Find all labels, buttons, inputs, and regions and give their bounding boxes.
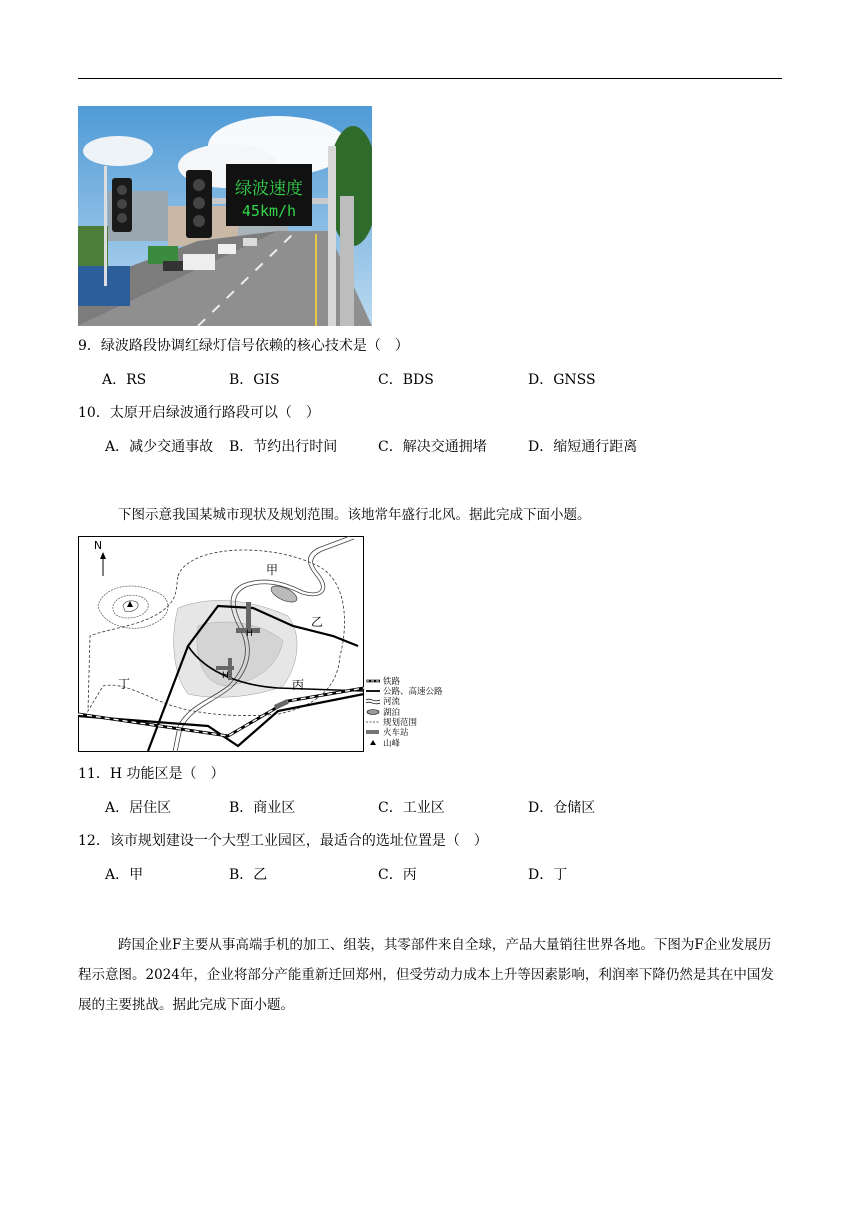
north-label: N <box>93 539 103 552</box>
map-label-yi: 乙 <box>311 615 324 629</box>
legend-railway: 铁路 <box>383 677 401 687</box>
legend-peak: 山峰 <box>383 739 401 749</box>
header-rule <box>78 78 782 79</box>
map-intro-text: 下图示意我国某城市现状及规划范围。该地常年盛行北风。据此完成下面小题。 <box>118 507 591 523</box>
q12-option-b: B．乙 <box>229 867 268 883</box>
q10-option-d: D．缩短通行距离 <box>528 439 638 455</box>
map-label-jia: 甲 <box>266 563 279 577</box>
question-11: 11．H 功能区是（ ） <box>78 766 225 782</box>
legend-river: 河流 <box>383 697 401 707</box>
map-label-ding: 丁 <box>118 677 131 691</box>
map-label-h1: H <box>246 629 253 639</box>
q9-option-a: A．RS <box>102 372 147 388</box>
city-map-figure <box>78 536 464 752</box>
q12-option-a: A．甲 <box>105 867 144 883</box>
q11-option-b: B．商业区 <box>229 800 296 816</box>
question-12: 12．该市规划建设一个大型工业园区，最适合的选址位置是（ ） <box>78 833 488 849</box>
legend-lake: 湖泊 <box>383 708 401 718</box>
traffic-photo <box>78 106 372 326</box>
legend-station: 火车站 <box>383 728 409 738</box>
q9-option-b: B．GIS <box>229 372 280 388</box>
q9-option-c: C．BDS <box>378 372 434 388</box>
question-10: 10．太原开启绿波通行路段可以（ ） <box>78 405 320 421</box>
q10-option-b: B．节约出行时间 <box>229 439 338 455</box>
map-label-h2: H <box>222 671 229 681</box>
q11-option-a: A．居住区 <box>105 800 172 816</box>
q10-option-c: C．解决交通拥堵 <box>378 439 487 455</box>
legend-road: 公路、高速公路 <box>383 687 443 697</box>
q9-option-d: D．GNSS <box>528 372 596 388</box>
q12-option-d: D．丁 <box>528 867 568 883</box>
map-legend <box>366 676 443 749</box>
q12-option-c: C．丙 <box>378 867 417 883</box>
map-label-bing: 丙 <box>292 678 305 692</box>
question-9: 9．绿波路段协调红绿灯信号依赖的核心技术是（ ） <box>78 338 409 354</box>
legend-planning: 规划范围 <box>383 718 418 728</box>
q11-option-d: D．仓储区 <box>528 800 596 816</box>
sign-line-2: 45km/h <box>241 202 297 220</box>
q10-option-a: A．减少交通事故 <box>105 439 214 455</box>
sign-line-1: 绿波速度 <box>235 179 303 199</box>
company-intro-text: 跨国企业F主要从事高端手机的加工、组装，其零部件来自全球，产品大量销往世界各地。下图为F企业发展历程示意图。2024年，企业将部分产能重新迁回郑州，但受劳动力成本上升等因素影响，利润率下降仍然是其在中国发展的主要挑战。据此完成下面小题。 <box>78 937 774 1013</box>
q11-option-c: C．工业区 <box>378 800 445 816</box>
